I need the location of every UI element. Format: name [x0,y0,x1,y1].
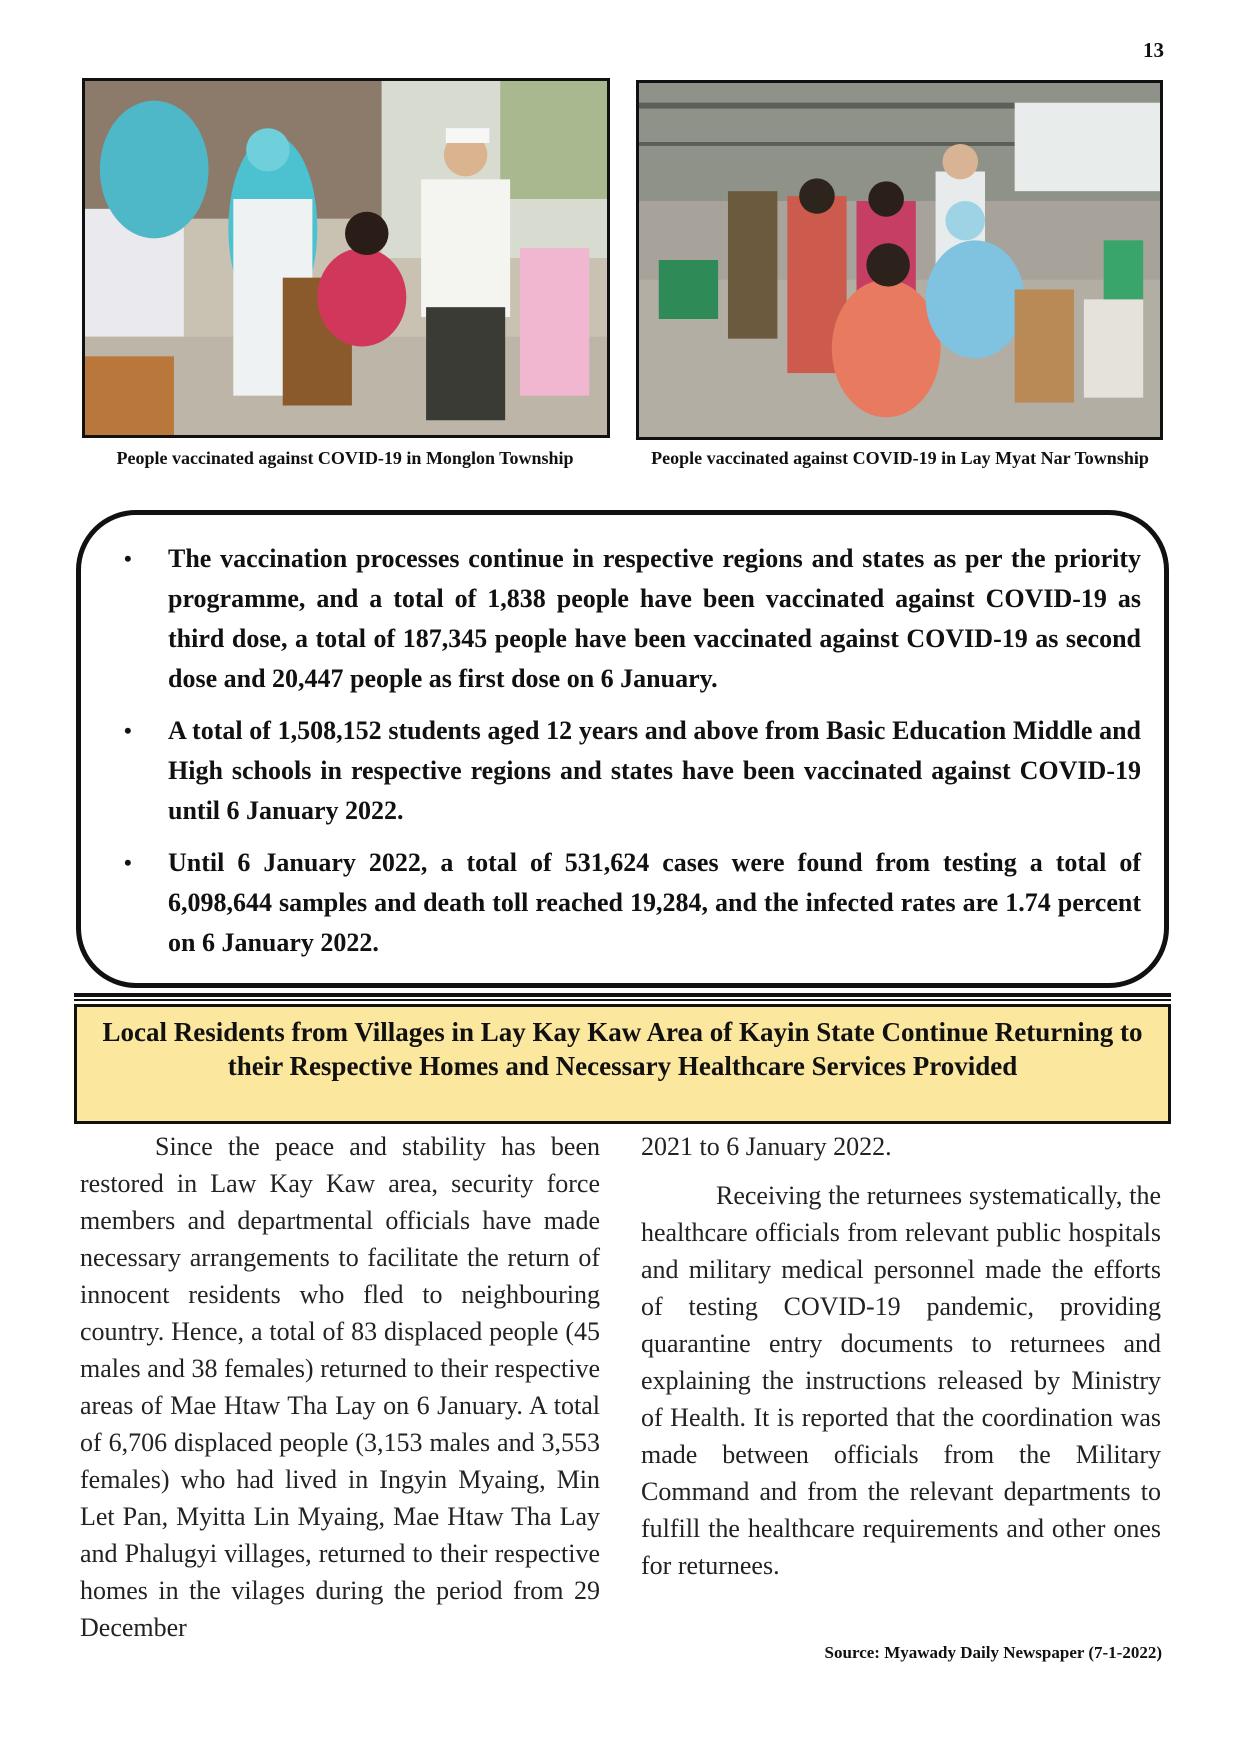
section-divider-top [74,993,1171,997]
article-column-right [641,1128,1161,1584]
page-number: 13 [1143,38,1164,62]
photo-lay-myat-nar-image [639,83,1160,437]
article-paragraph: Receiving the returnees systematically, the healthcare officials from relevant public hospitals and military medical personnel made the efforts of testing COVID-19 pandemic, providing quarantine entry documents to returnees and explaining the instructions released by Ministry of Health. It is reported that the coordination was made between officials from the Military Command and from the relevant departments to fulfill the healthcare requirements and other ones for returnees. [641,1181,1161,1580]
bullet-dot-icon: • [124,546,132,571]
covid-statistics-box [76,510,1169,988]
article-paragraph: 2021 to 6 January 2022. [641,1132,892,1161]
bullet-student-vaccination [106,711,1141,831]
bullet-case-statistics [106,843,1141,963]
photo-monglon-image [85,81,607,435]
bullet-vaccination-doses [106,539,1141,699]
article-headline: Local Residents from Villages in Lay Kay Kaw Area of Kayin State Continue Returning to their Respective Homes and Necessary Healthcare Services Provided [74,1004,1171,1124]
article-paragraph: Since the peace and stability has been restored in Law Kay Kaw area, security force members and departmental officials have made necessary arrangements to facilitate the return of innocent residents who fled to neighbouring country. Hence, a total of 83 displaced people (45 males and 38 females) returned to their respective areas of Mae Htaw Tha Lay on 6 January. A total of 6,706 displaced people (3,153 males and 3,553 females) who had lived in Ingyin Myaing, Min Let Pan, Myitta Lin Myaing, Mae Htaw Tha Lay and Phalugyi villages, returned to their respective homes in the vilages during the period from 29 December [80,1132,600,1642]
bullet-dot-icon: • [124,850,132,875]
photo-caption-monglon: People vaccinated against COVID-19 in Monglon Township [116,448,574,468]
bullet-text: A total of 1,508,152 students aged 12 years and above from Basic Education Middle and High schools in respective regions and states have been vaccinated against COVID-19 until 6 January 2022. [168,716,1141,825]
photo-lay-myat-nar-vaccination [636,80,1163,440]
bullet-text: Until 6 January 2022, a total of 531,624 cases were found from testing a total of 6,098,644 samples and death toll reached 19,284, and the infected rates are 1.74 percent on 6 January 2022. [168,848,1141,957]
bullet-dot-icon: • [124,718,132,743]
section-divider-bottom [74,999,1171,1001]
bullet-text: The vaccination processes continue in respective regions and states as per the priority programme, and a total of 1,838 people have been vaccinated against COVID-19 as third dose, a total of 187,345 people have been vaccinated against COVID-19 as second dose and 20,447 people as first dose on 6 January. [168,544,1141,693]
photo-caption-lay-myat-nar: People vaccinated against COVID-19 in Lay Myat Nar Township [651,448,1149,468]
article-source: Source: Myawady Daily Newspaper (7-1-2022) [824,1643,1162,1662]
photo-monglon-vaccination [82,78,610,438]
statistics-bullet-list [106,539,1141,975]
article-column-left [80,1128,600,1646]
